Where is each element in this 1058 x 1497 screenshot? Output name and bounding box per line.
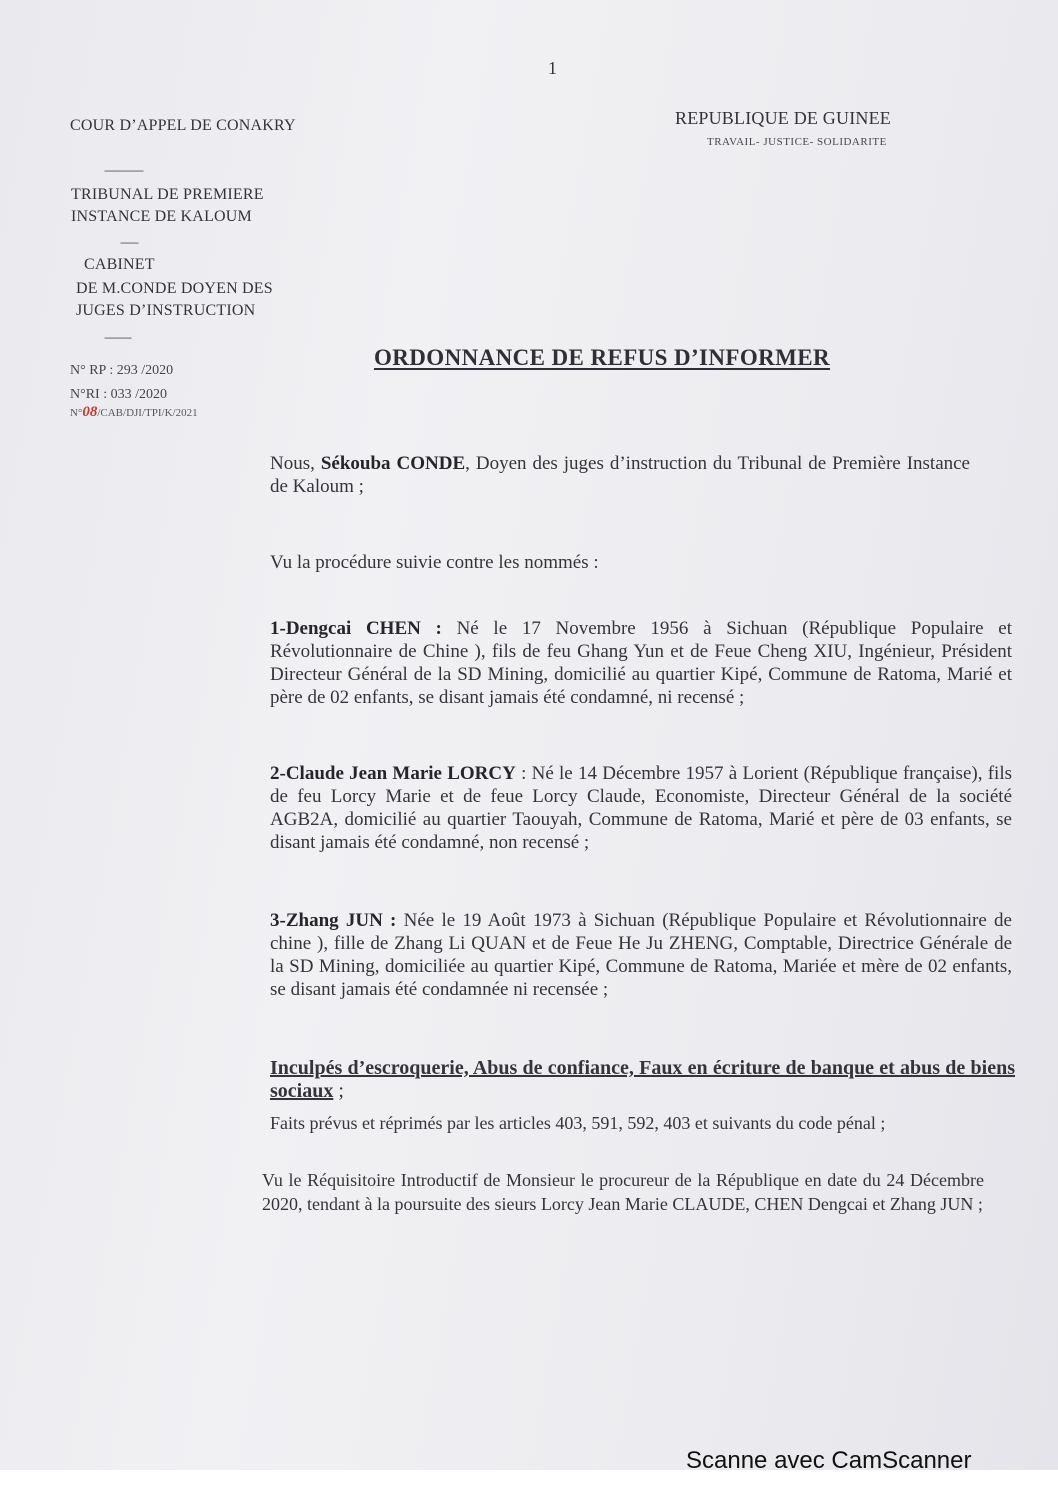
country-name: REPUBLIQUE DE GUINEE bbox=[675, 108, 891, 128]
separator-2: ------ bbox=[120, 235, 138, 249]
charges: Inculpés d’escroquerie, Abus de confiance, Faux en écriture de banque et abus de biens sociaux ; bbox=[270, 1057, 1015, 1102]
intro-paragraph: Nous, Sékouba CONDE, Doyen des juges d’instruction du Tribunal de Première Instance de Kaloum ; bbox=[270, 453, 970, 497]
reference-ri: N°RI : 033 /2020 bbox=[70, 387, 167, 402]
charges-text: Inculpés d’escroquerie, Abus de confiance, Faux en écriture de banque et abus de biens sociaux bbox=[270, 1057, 1015, 1102]
person-2-name: 2-Claude Jean Marie LORCY bbox=[270, 763, 516, 784]
tribunal-line-1: TRIBUNAL DE PREMIERE bbox=[71, 186, 264, 203]
articles-paragraph: Faits prévus et réprimés par les articles 403, 591, 592, 403 et suivants du code pénal ; bbox=[270, 1113, 886, 1133]
reference-rp: N° RP : 293 /2020 bbox=[70, 363, 174, 378]
person-2: 2-Claude Jean Marie LORCY : Né le 14 Décembre 1957 à Lorient (République française), fils de feu Lorcy Marie et de feue Lorcy Claude, Economiste, Directeur Général de la société AGB2A, domicilié au quartier Taouyah, Commune de Ratoma, Marié et père de 03 enfants, se disant jamais été condamné, non recensé ; bbox=[270, 763, 1012, 853]
reference-ordonnance bbox=[70, 404, 198, 421]
cabinet-line-3: JUGES D’INSTRUCTION bbox=[76, 302, 256, 319]
cabinet-line-1: CABINET bbox=[84, 256, 155, 273]
requisitoire-paragraph: Vu le Réquisitoire Introductif de Monsieur le procureur de la République en date du 24 Décembre 2020, tendant à la poursuite des sieurs Lorcy Jean Marie CLAUDE, CHEN Dengcai et Zhang JUN ; bbox=[262, 1170, 984, 1214]
judge-name: Sékouba CONDE bbox=[320, 453, 466, 474]
person-1: 1-Dengcai CHEN : Né le 17 Novembre 1956 à Sichuan (République Populaire et Révolutionnaire de Chine ), fils de feu Ghang Yun et de Feue Cheng XIU, Ingénieur, Président Directeur Général de la SD Mining, domicilié au quartier Kipé, Commune de Ratoma, Marié et père de 02 enfants, se disant jamais été condamné, ni recensé ; bbox=[270, 618, 1012, 708]
scanner-watermark: Scanne avec CamScanner bbox=[686, 1447, 972, 1474]
handwritten-number: 08 bbox=[82, 404, 98, 420]
reference-ord-suffix: /CAB/DJI/TPI/K/2021 bbox=[97, 407, 198, 419]
page-number: 1 bbox=[548, 58, 558, 78]
document-title: ORDONNANCE DE REFUS D’INFORMER bbox=[374, 345, 831, 370]
cabinet-line-2: DE M.CONDE DOYEN DES bbox=[76, 280, 273, 297]
separator-1: ------------- bbox=[104, 163, 143, 177]
separator-3: --------- bbox=[104, 330, 131, 344]
country-motto: TRAVAIL- JUSTICE- SOLIDARITE bbox=[707, 136, 887, 148]
person-3-name: 3-Zhang JUN : bbox=[270, 910, 397, 931]
vu-procedure: Vu la procédure suivie contre les nommés : bbox=[270, 552, 599, 573]
person-3: 3-Zhang JUN : Née le 19 Août 1973 à Sichuan (République Populaire et Révolutionnaire de chine ), fille de Zhang Li QUAN et de Feue He Ju ZHENG, Comptable, Directrice Générale de la SD Mining, domiciliée au quartier Kipé, Commune de Ratoma, Mariée et mère de 02 enfants, se disant jamais été condamnée ni recensée ; bbox=[270, 910, 1012, 1000]
reference-ord-prefix: N° bbox=[70, 407, 83, 419]
court-name: COUR D’APPEL DE CONAKRY bbox=[70, 117, 296, 134]
tribunal-line-2: INSTANCE DE KALOUM bbox=[71, 208, 252, 225]
person-1-name: 1-Dengcai CHEN : bbox=[270, 618, 442, 639]
